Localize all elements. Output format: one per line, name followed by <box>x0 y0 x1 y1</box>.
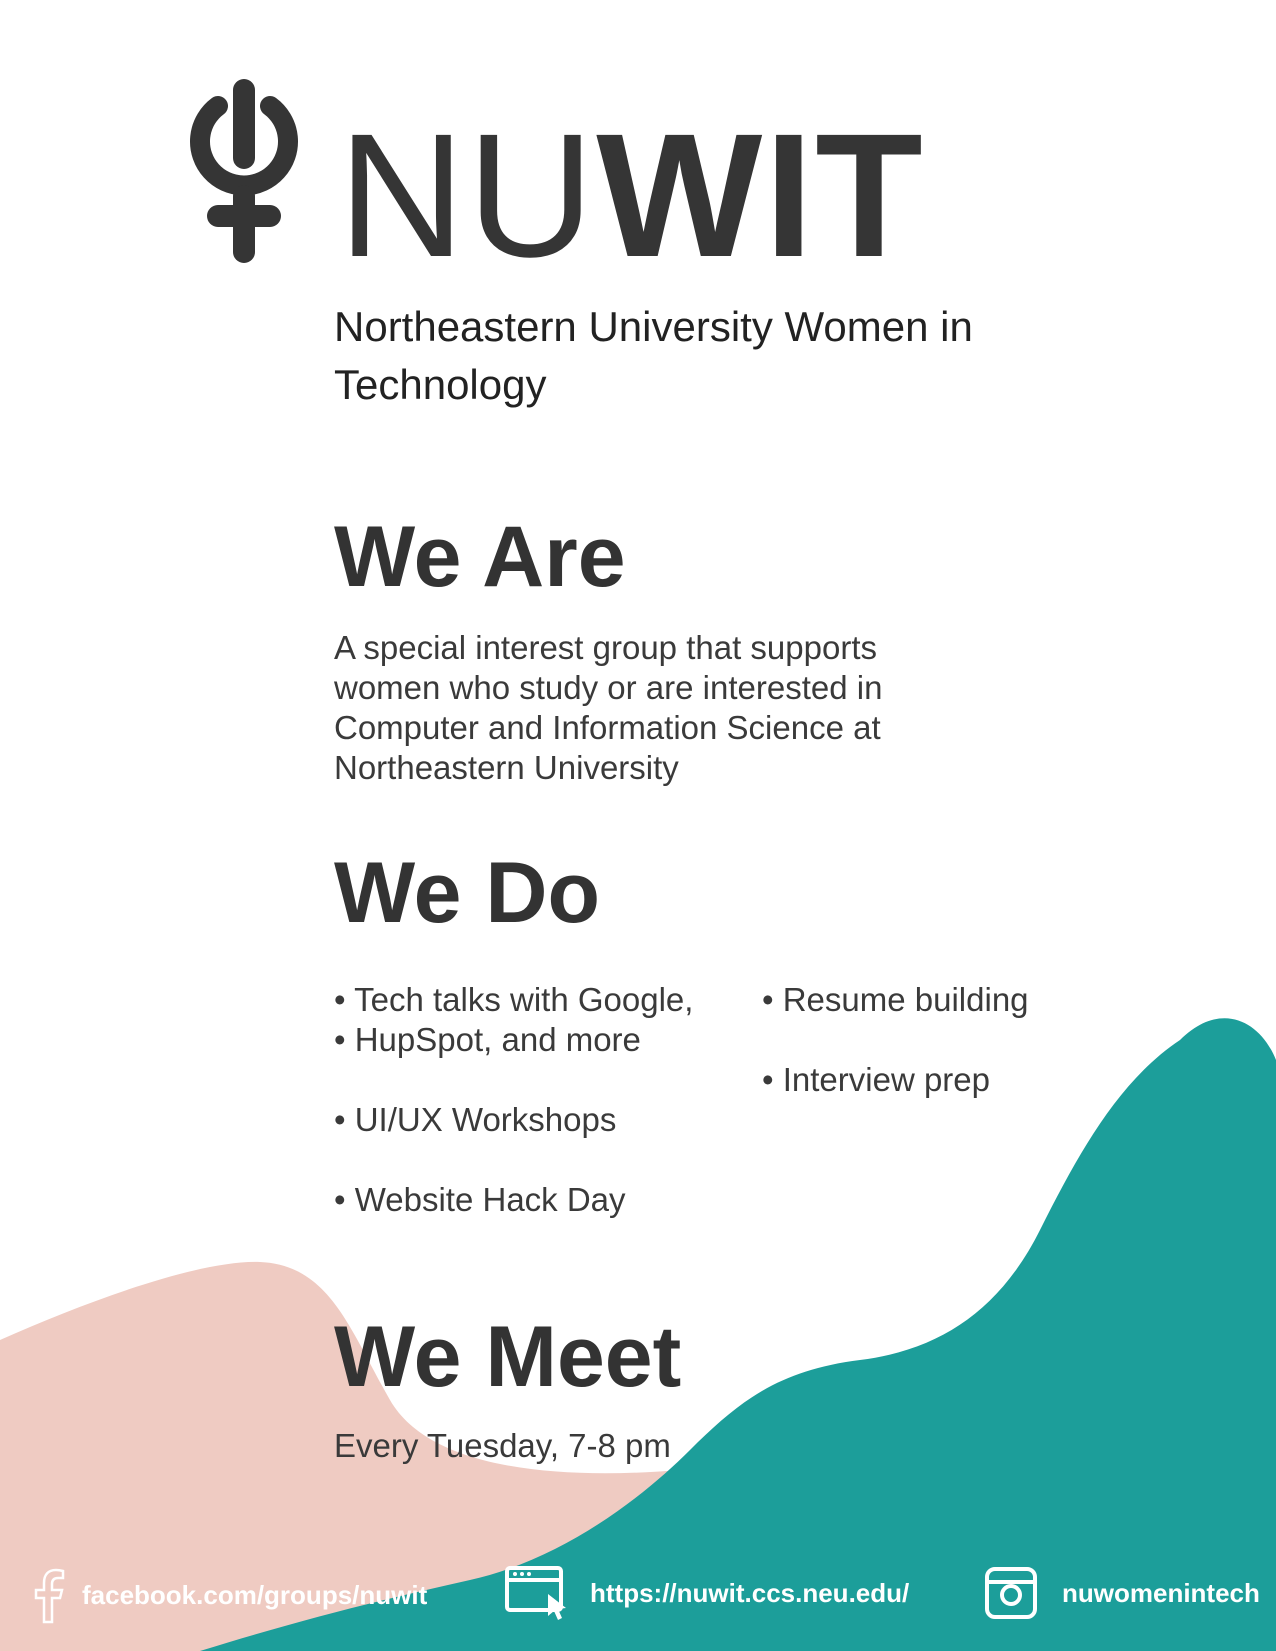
instagram-icon <box>984 1566 1038 1620</box>
wordmark-wit: WIT <box>596 98 925 294</box>
page-subtitle <box>334 298 1014 414</box>
we-are-line: A special interest group that supports <box>334 629 877 666</box>
we-do-item: • Tech talks with Google, <box>334 981 694 1018</box>
subtitle-line-2: Technology <box>334 361 547 408</box>
instagram-text: nuwomenintech <box>1062 1577 1260 1608</box>
website-link[interactable] <box>504 1564 909 1622</box>
we-are-heading: We Are <box>334 509 626 605</box>
we-do-item: • Website Hack Day <box>334 1181 626 1218</box>
we-do-item: • HupSpot, and more <box>334 1021 641 1058</box>
website-text: https://nuwit.ccs.neu.edu/ <box>590 1577 910 1608</box>
power-venus-icon <box>188 78 300 264</box>
nuwit-wordmark <box>338 98 925 294</box>
we-do-item: • UI/UX Workshops <box>334 1101 617 1138</box>
we-are-line: women who study or are interested in <box>334 669 883 706</box>
we-are-line: Northeastern University <box>334 749 679 786</box>
we-are-line: Computer and Information Science at <box>334 709 881 746</box>
subtitle-line-1: Northeastern University Women in <box>334 303 973 350</box>
instagram-link[interactable] <box>984 1566 1260 1620</box>
we-meet-heading: We Meet <box>334 1309 682 1405</box>
we-do-heading: We Do <box>334 845 600 941</box>
we-do-item: • Resume building <box>762 981 1029 1018</box>
browser-cursor-icon <box>504 1564 570 1622</box>
facebook-icon <box>30 1566 70 1624</box>
we-are-description <box>334 628 954 788</box>
wordmark-nu: NU <box>338 98 597 294</box>
we-meet-time: Every Tuesday, 7-8 pm <box>334 1427 671 1464</box>
facebook-text: facebook.com/groups/nuwit <box>82 1579 428 1610</box>
we-do-item: • Interview prep <box>762 1061 990 1098</box>
facebook-link[interactable] <box>30 1566 427 1624</box>
